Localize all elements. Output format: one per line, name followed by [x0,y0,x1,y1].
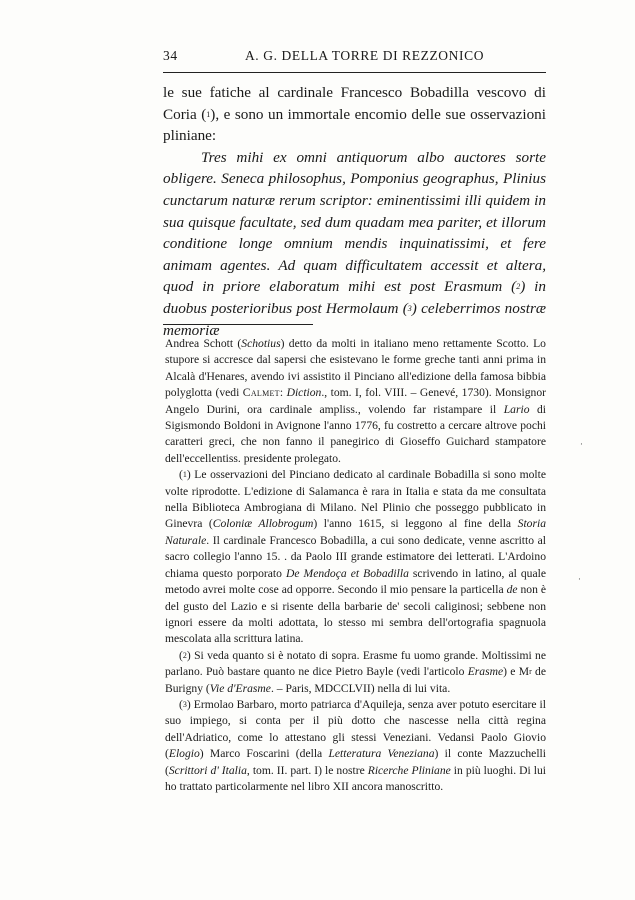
text-span: Lario [503,402,530,416]
text-span: Elogio [168,747,200,761]
text-span: Scrittori d' Italia [168,763,247,777]
text-span: non è del gusto del Lazio e si risente della barbarie de' secoli caliginosi; sebbene non ignori essere da molti adottata, lo stesso mi sembra dell'ortografia spagnuola mescolata alla scrittura latina. [165,583,546,646]
text-span: Ricerche Pliniane [367,763,451,777]
text-span: . Il cardinale Francesco Bobadilla, a cui sono dedicate, venne ascritto al sacro collegio l'anno 15. . da Paolo III grande estimatore dei letterati. L'Ardoino chiama questo porporato [165,533,546,580]
text-span: scrivendo in latino, al quale metodo avrei molte cose ad opporre. Secondo il mio pensare la particella [165,566,546,597]
text-span: ) il conte Mazzuchelli ( [165,747,546,777]
text-span: Letteratura Veneziana [328,747,435,761]
text-span: ) l'anno 1615, si leggono al fine della [313,517,518,531]
text-span: le sue fatiche al cardinale Francesco Bobadilla vescovo di Coria ( [163,84,546,123]
paragraph-quotation [163,147,546,341]
text-span: Le osservazioni del Pinciano dedicato al cardinale Bobadilla si sono molte volte riprodotte. L'edizione di Salamanca è rara in Italia e stata da me consultata nella Biblioteca Ambrogiana di Milano. Nel Plinio che posseggo pubblicato in Ginevra ( [165,468,546,531]
text-span: ) celeberrimos nostræ memoriæ [163,299,546,339]
text-span: ) Marco Foscarini (della [199,747,329,761]
running-title: A. G. DELLA TORRE DI REZZONICO [244,48,485,63]
text-span: Coloniæ Allobrogum [212,517,314,531]
footnote-3: ($^3$) Ermolao Barbaro, morto patriarca d'Aquileja, senza aver potuto esercitare il suo impiego, si conta per il più dotto che nascesse nella città regina dell'Adriatico, come lo attestano gli stessi Veneziani. Vedansi Paolo Giovio (Elogio) Marco Foscarini (della Letteratura Veneziana) il conte Mazzuchelli (Scrittori d' Italia, tom. II. part. I) le nostre Ricerche Pliniane in più luoghi. Di lui ho trattato particolarmente nel libro XII ancora manoscritto. [165,697,546,793]
text-span: Schotius [241,337,281,350]
page-header [163,48,546,68]
text-span: de Burigny ( [165,665,546,695]
paragraph-intro [163,82,546,147]
text-span: : [279,386,287,400]
footnote-number: 2 [182,650,187,660]
text-span: Calmet [242,386,280,400]
text-span: , tom. II. part. I) le nostre [246,763,368,777]
text-span: . – Paris, MDCCLVII) nella di lui vita. [270,681,451,695]
text-span: Erasme [467,665,504,679]
text-span: Si veda quanto si è notato di sopra. Erasme fu uomo grande. Moltissimi ne parlano. Può bastare quanto ne dice Pietro Bayle (vedi l'articolo [165,648,546,679]
text-span: di Sigismondo Boldoni in Avignone l'anno 1776, fu costretto a cercare altrove pochi caratteri greci, che non fanno il panegirico di Gioseffo Guichard stampatore dell'eccellentiss. presidente prolegato. [165,402,546,465]
text-span: De Mendoça et Bobadilla [285,566,409,580]
footnote-ref: 1 [206,109,211,119]
footnote-rule [163,324,313,325]
text-span: Vie d'Erasme [209,681,271,695]
header-rule [163,72,546,73]
text-span: Tres mihi ex omni antiquorum albo auctores sorte obligere. Seneca philosophus, Pomponius geographus, Plinius cunctarum naturæ rerum scriptor: eminentissimi illi quidem in sua quisque facultate, sed dum quadam mea pariter, et illorum conditione longe omnium mendis inquinatissimi, et fere animam agentes. Ad quam difficultatem accessit et altera, quod in priore elaboratum mihi est post Erasmum ( [163,148,546,296]
text-span: de [506,583,518,597]
print-speck: · [580,440,583,450]
main-text [163,82,546,341]
text-span: ., tom. I, fol. VIII. – Genevé, 1730). Monsignor Angelo Durini, ora cardinale ampliss., volendo far ristampare il [165,386,546,416]
text-span: in più luoghi. Di lui ho trattato particolarmente nel libro XII ancora manoscritto. [165,763,546,793]
footnote-number: 1 [182,470,187,480]
text-span: ) e M [503,665,530,679]
text-span: r [529,667,532,677]
footnote-continued [165,336,546,467]
text-span: Storia Naturale [165,517,546,547]
text-span: Ermolao Barbaro, morto patriarca d'Aquileja, senza aver potuto esercitare il suo impiego, si conta per il più dotto che nascesse nella città regina dell'Adriatico, come lo attestano gli stessi Veneziani. Vedansi Paolo Giovio ( [165,697,546,761]
footnotes [165,336,546,795]
text-span: Andrea Schott ( [165,337,242,350]
footnote-number: 3 [182,699,187,709]
footnote-ref: 3 [407,303,412,313]
text-span: ) in duobus posterioribus post Hermolaum ( [163,278,546,317]
print-speck: · [578,575,581,585]
page-number: 34 [163,48,178,63]
text-span: ), e sono un immortale encomio delle sue osservazioni pliniane: [163,105,546,145]
footnote-1: ($^1$) Le osservazioni del Pinciano dedicato al cardinale Bobadilla si sono molte volte riprodotte. L'edizione di Salamanca è rara in Italia e stata da me consultata nella Biblioteca Ambrogiana di Milano. Nel Plinio che posseggo pubblicato in Ginevra (Coloniæ Allobrogum) l'anno 1615, si leggono al fine della Storia Naturale. Il cardinale Francesco Bobadilla, a cui sono dedicate, venne ascritto al sacro collegio l'anno 15. . da Paolo III grande estimatore dei letterati. L'Ardoino chiama questo porporato De Mendoça et Bobadilla scrivendo in latino, al quale metodo avrei molte cose ad opporre. Secondo il mio pensare la particella de non è del gusto del Lazio e si risente della barbarie de' secoli caliginosi; sebbene non ignori essere da molti adottata, lo stesso mi sembra dell'ortografia spagnuola mescolata alla scrittura latina. [165,468,546,646]
footnote-2: ($^2$) Si veda quanto si è notato di sopra. Erasme fu uomo grande. Moltissimi ne parlano. Può bastare quanto ne dice Pietro Bayle (vedi l'articolo Erasme) e $M^r$ de Burigny (Vie d'Erasme. – Paris, MDCCLVII) nella di lui vita. [165,648,546,695]
footnote-ref: 2 [516,282,521,292]
text-span: Diction [286,386,322,400]
text-span: ) detto da molti in italiano meno rettamente Scotto. Lo stupore si accresce dal sapersi che esistevano le forme greche tanti anni prima in Alcalà d'Henares, avendo ivi assistito il Pinciano all'edizione della famosa bibbia polyglotta (vedi [165,337,546,400]
